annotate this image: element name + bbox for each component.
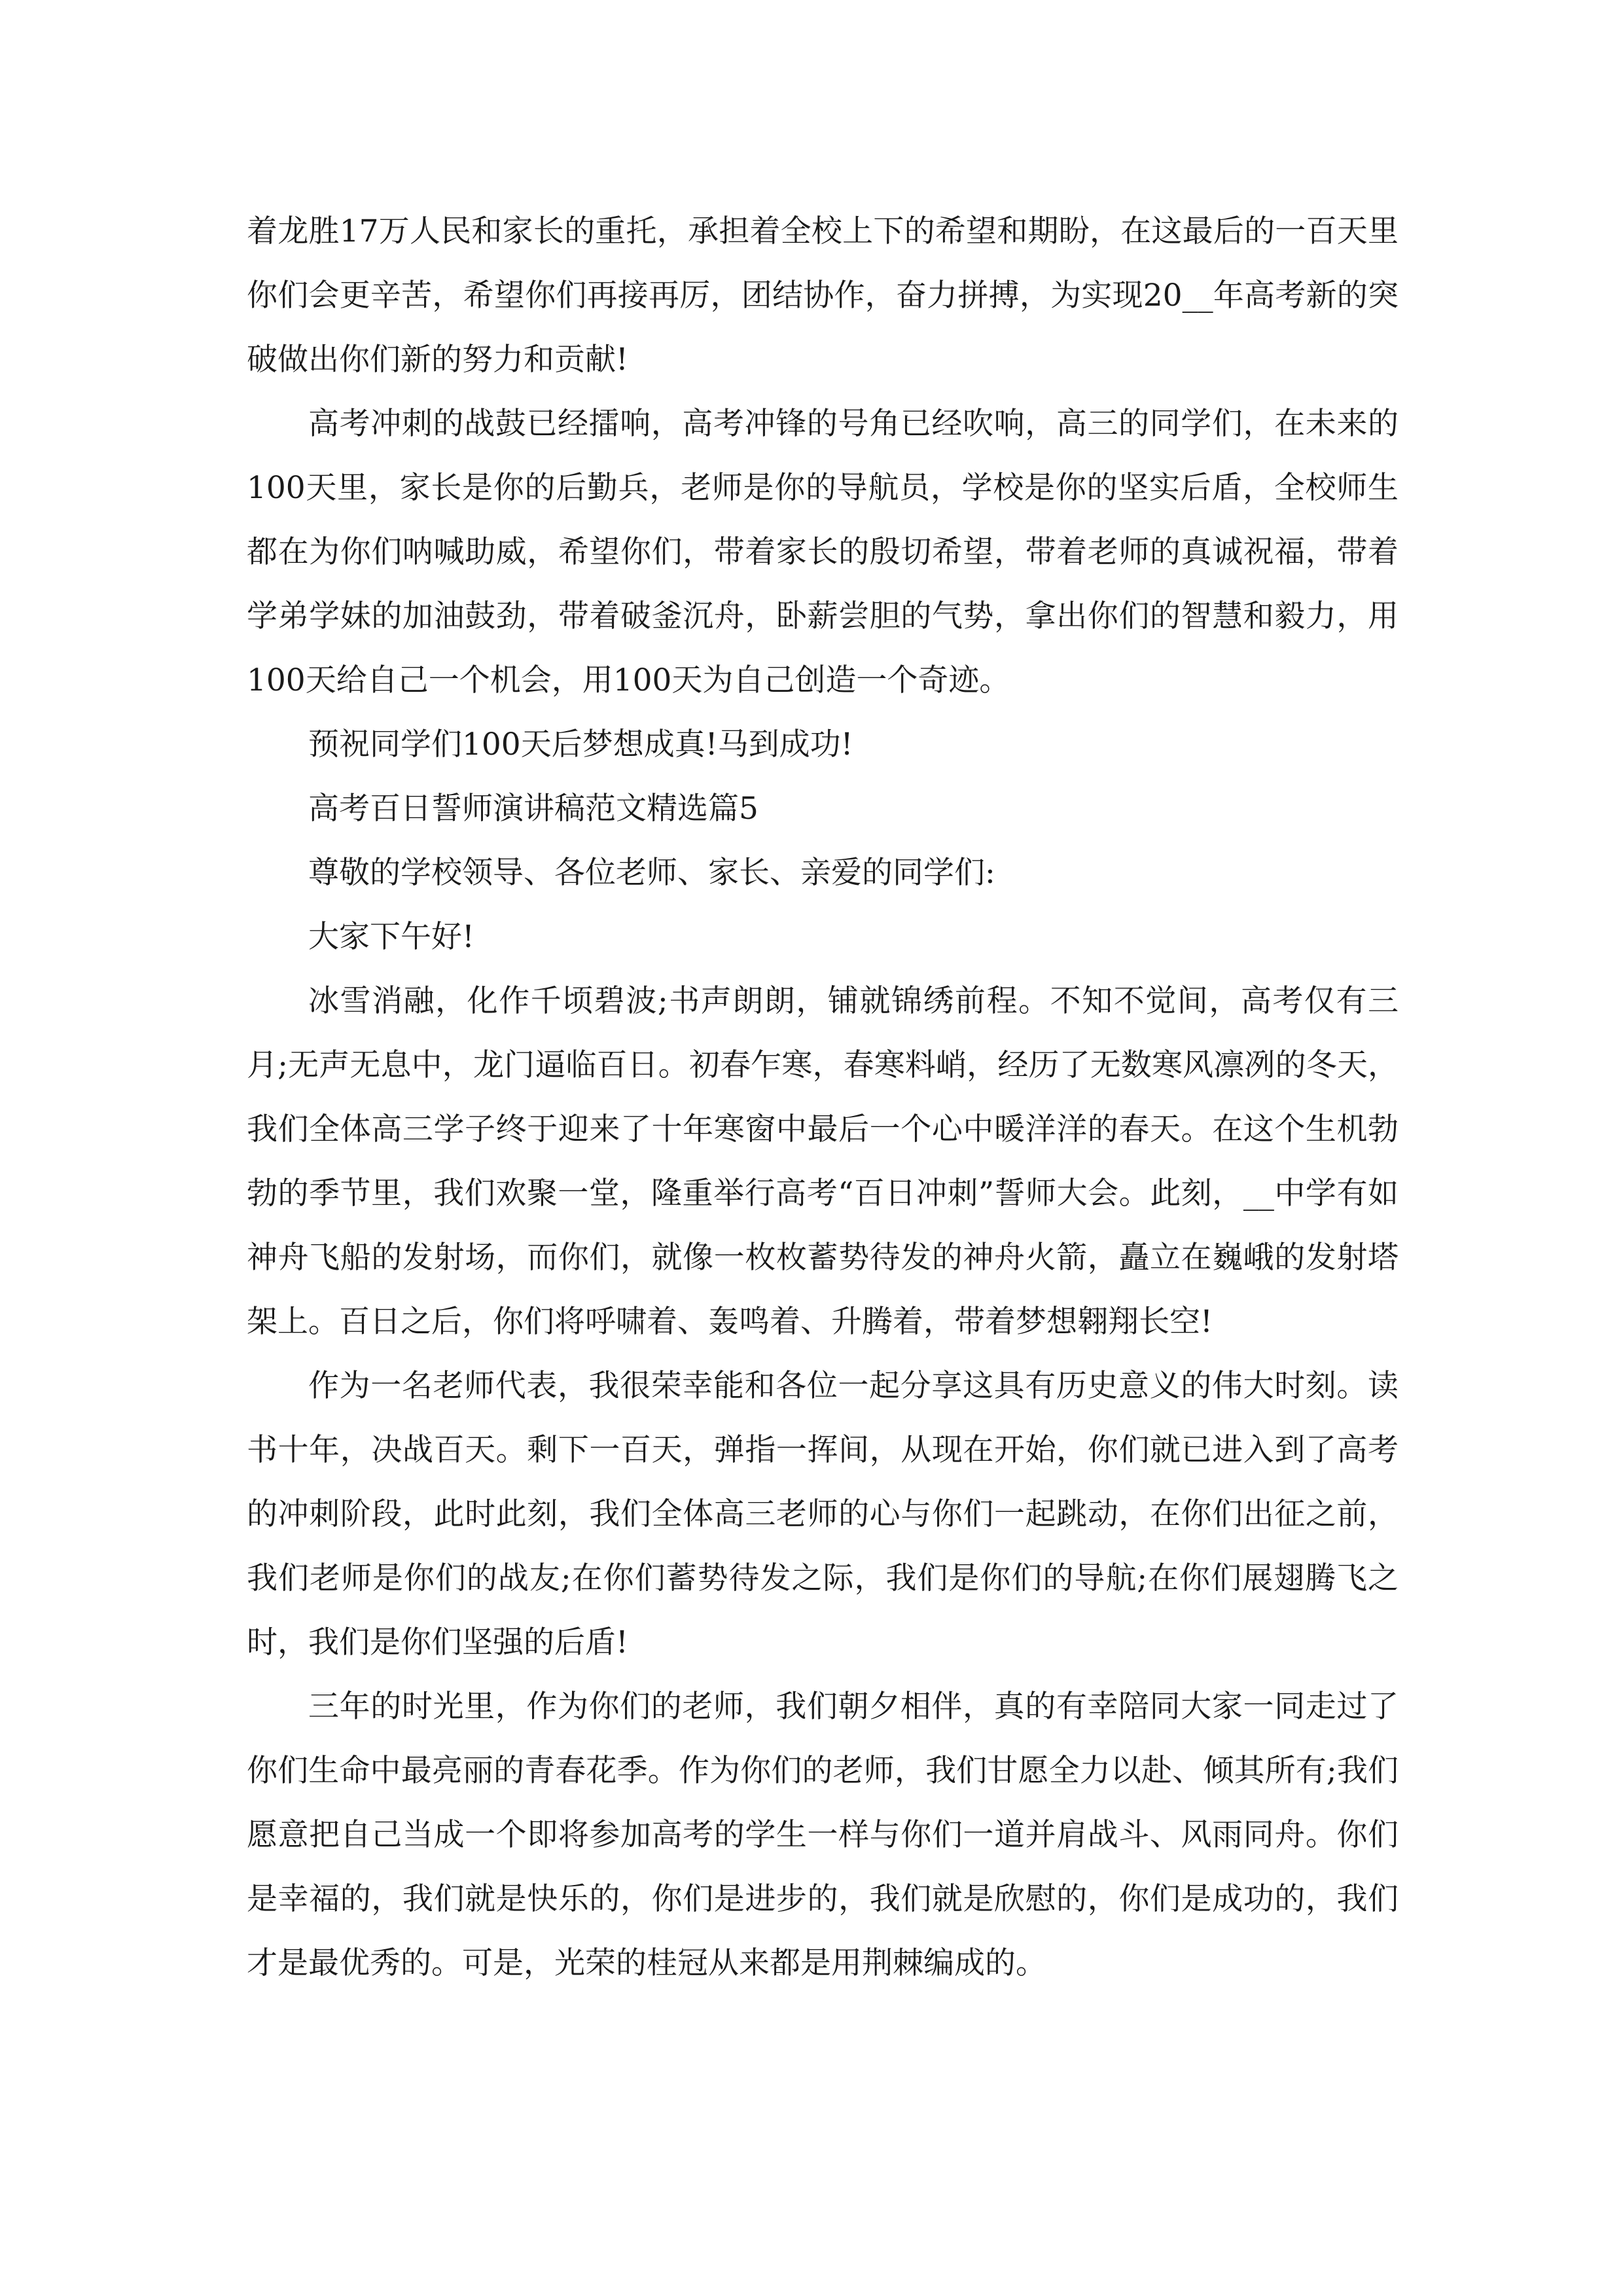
paragraph: 作为一名老师代表，我很荣幸能和各位一起分享这具有历史意义的伟大时刻。读书十年，决战百天。剩下一百天，弹指一挥间，从现在开始，你们就已进入到了高考的冲刺阶段，此时此刻，我们全体高三老师的心与你们一起跳动，在你们出征之前，我们老师是你们的战友;在你们蓄势待发之际，我们是你们的导航;在你们展翅腾飞之时，我们是你们坚强的后盾! [247, 1368, 1399, 1660]
section-title: 高考百日誓师演讲稿范文精选篇5 [308, 791, 758, 827]
document-body [247, 200, 1399, 1996]
paragraph-continued: 着龙胜17万人民和家长的重托，承担着全校上下的希望和期盼，在这最后的一百天里你们会更辛苦，希望你们再接再厉，团结协作，奋力拼搏，为实现20__年高考新的突破做出你们新的努力和贡献! [247, 213, 1399, 378]
paragraph: 三年的时光里，作为你们的老师，我们朝夕相伴，真的有幸陪同大家一同走过了你们生命中最亮丽的青春花季。作为你们的老师，我们甘愿全力以赴、倾其所有;我们愿意把自己当成一个即将参加高考的学生一样与你们一道并肩战斗、风雨同舟。你们是幸福的，我们就是快乐的，你们是进步的，我们就是欣慰的，你们是成功的，我们才是最优秀的。可是，光荣的桂冠从来都是用荆棘编成的。 [247, 1689, 1399, 1981]
paragraph: 冰雪消融，化作千顷碧波;书声朗朗，铺就锦绣前程。不知不觉间，高考仅有三月;无声无息中，龙门逼临百日。初春乍寒，春寒料峭，经历了无数寒风凛冽的冬天，我们全体高三学子终于迎来了十年寒窗中最后一个心中暖洋洋的春天。在这个生机勃勃的季节里，我们欢聚一堂，隆重举行高考“百日冲刺”誓师大会。此刻，__中学有如神舟飞船的发射场，而你们，就像一枚枚蓄势待发的神舟火箭，矗立在巍峨的发射塔架上。百日之后，你们将呼啸着、轰鸣着、升腾着，带着梦想翱翔长空! [247, 983, 1399, 1340]
greeting: 大家下午好! [308, 919, 474, 955]
paragraph-wish: 预祝同学们100天后梦想成真!马到成功! [308, 726, 853, 762]
salutation: 尊敬的学校领导、各位老师、家长、亲爱的同学们: [308, 855, 995, 891]
paragraph: 高考冲刺的战鼓已经擂响，高考冲锋的号角已经吹响，高三的同学们，在未来的100天里，家长是你的后勤兵，老师是你的导航员，学校是你的坚实后盾，全校师生都在为你们呐喊助威，希望你们，带着家长的殷切希望，带着老师的真诚祝福，带着学弟学妹的加油鼓劲，带着破釜沉舟，卧薪尝胆的气势，拿出你们的智慧和毅力，用100天给自己一个机会，用100天为自己创造一个奇迹。 [247, 406, 1399, 698]
